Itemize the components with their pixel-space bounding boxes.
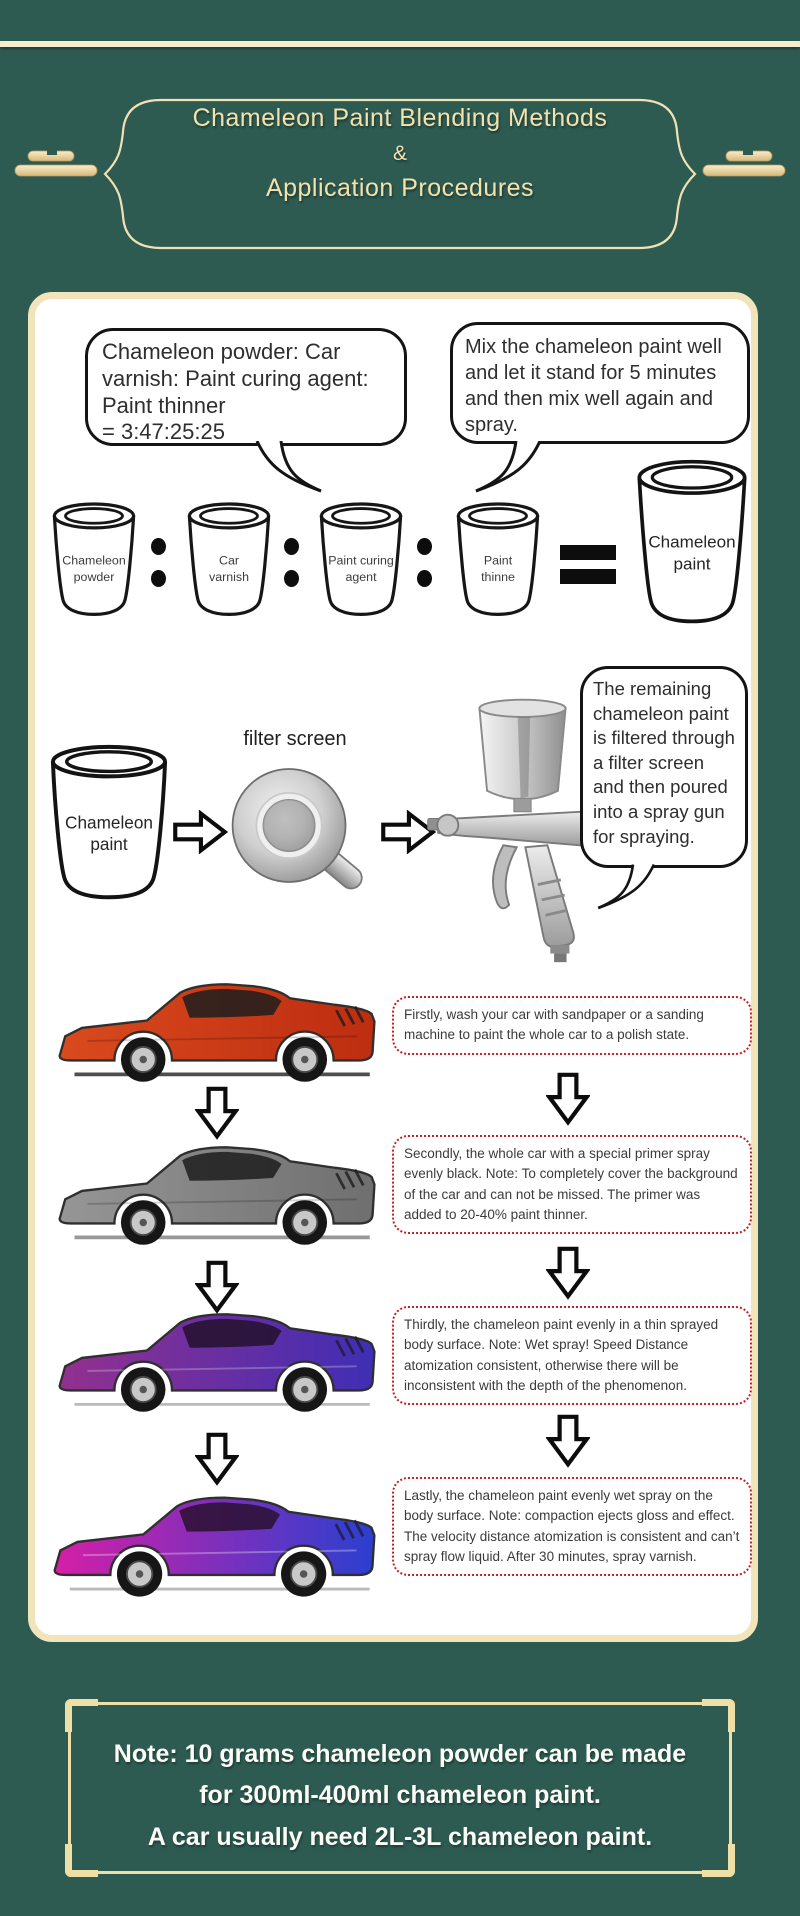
step-text-2: Secondly, the whole car with a special primer spray evenly black. Note: To completely cover the background of the car and can not be missed. The primer was added to 20-40% paint thinner.: [404, 1146, 738, 1222]
step-box-3: [392, 1306, 752, 1405]
note-line3: A car usually need 2L-3L chameleon paint.: [147, 1822, 653, 1851]
equals-icon: [560, 569, 616, 584]
title-line1: Chameleon Paint Blending Methods: [192, 104, 608, 132]
filter-screen-label: filter screen: [243, 728, 347, 750]
title-line3: Application Procedures: [265, 174, 535, 202]
ornament-right-icon: [702, 146, 786, 182]
step-box-1: [392, 996, 752, 1055]
can-label: powder: [73, 570, 115, 585]
can-label: Car: [219, 553, 239, 568]
frame-corner-icon: [65, 1699, 98, 1732]
colon-icon: [283, 538, 299, 587]
can-label: Paint: [483, 553, 513, 568]
down-arrow-icon: [546, 1246, 590, 1300]
bubble-tail-icon: [593, 864, 673, 912]
can-label: Paint curing: [328, 553, 394, 568]
top-divider-line: [0, 41, 800, 47]
ornament-left-icon: [14, 146, 98, 182]
note-line2: for 300ml-400ml chameleon paint.: [199, 1781, 601, 1810]
paint-can-icon-curing-agent: [315, 497, 407, 625]
paint-can-icon-varnish: [183, 497, 275, 625]
page-title: [100, 104, 700, 203]
bubble-tail-icon: [470, 441, 562, 495]
ratio-bubble-ratio: = 3:47:25:25: [102, 419, 225, 445]
can-label: paint: [90, 834, 128, 855]
equals-icon: [560, 545, 616, 560]
car-illustration-step1: [50, 962, 385, 1092]
step-text-1: Firstly, wash your car with sandpaper or a sanding machine to paint the whole car to a polish state.: [404, 1007, 704, 1043]
paint-can-icon-powder: [48, 497, 140, 625]
note-text: [80, 1734, 720, 1858]
can-label: Chameleon: [648, 532, 736, 552]
right-arrow-icon: [172, 810, 228, 854]
down-arrow-icon: [546, 1072, 590, 1126]
step-text-3: Thirdly, the chameleon paint evenly in a thin sprayed body surface. Note: Wet spray! Speed Distance atomization consistent, otherwise there will be inconsistent with the depth of the phenomenon.: [404, 1317, 719, 1393]
step-text-4: Lastly, the chameleon paint evenly wet spray on the body surface. Note: compaction ejects gloss and effect. The velocity distance atomization is consistent and can’t spray flow liquid. After 30 minutes, spray varnish.: [404, 1488, 740, 1564]
can-label: paint: [673, 554, 711, 574]
colon-icon: [150, 538, 166, 587]
ratio-speech-bubble: [85, 328, 407, 446]
step-box-4: [392, 1477, 752, 1576]
paint-can-icon-thinner: [452, 497, 544, 625]
can-label: Chameleon: [62, 553, 126, 568]
down-arrow-icon: [546, 1414, 590, 1468]
bubble-tail-icon: [235, 441, 327, 495]
can-label: agent: [345, 570, 377, 585]
filter-bubble-text: The remaining chameleon paint is filtered through a filter screen and then poured into a spray gun for spraying.: [593, 678, 735, 847]
filter-screen-icon: [222, 760, 372, 906]
can-label: varnish: [209, 570, 249, 585]
filter-speech-bubble: [580, 666, 748, 868]
frame-corner-icon: [702, 1699, 735, 1732]
paint-can-icon-chameleon: [45, 740, 173, 912]
ratio-bubble-text: Chameleon powder: Car varnish: Paint curing agent: Paint thinner: [102, 339, 369, 418]
title-ampersand: &: [392, 142, 407, 165]
colon-icon: [416, 538, 432, 587]
can-label: thinne: [481, 570, 515, 585]
can-label: Chameleon: [65, 812, 153, 833]
note-line1: Note: 10 grams chameleon powder can be made: [113, 1740, 687, 1768]
car-illustration-step4: [45, 1475, 385, 1607]
paint-can-icon-result: [632, 452, 752, 644]
mix-speech-bubble: [450, 322, 750, 444]
car-illustration-step2: [50, 1125, 385, 1255]
step-box-2: [392, 1135, 752, 1234]
mix-bubble-text: Mix the chameleon paint well and let it stand for 5 minutes and then mix well again and spray.: [465, 336, 722, 436]
car-illustration-step3: [50, 1292, 385, 1422]
